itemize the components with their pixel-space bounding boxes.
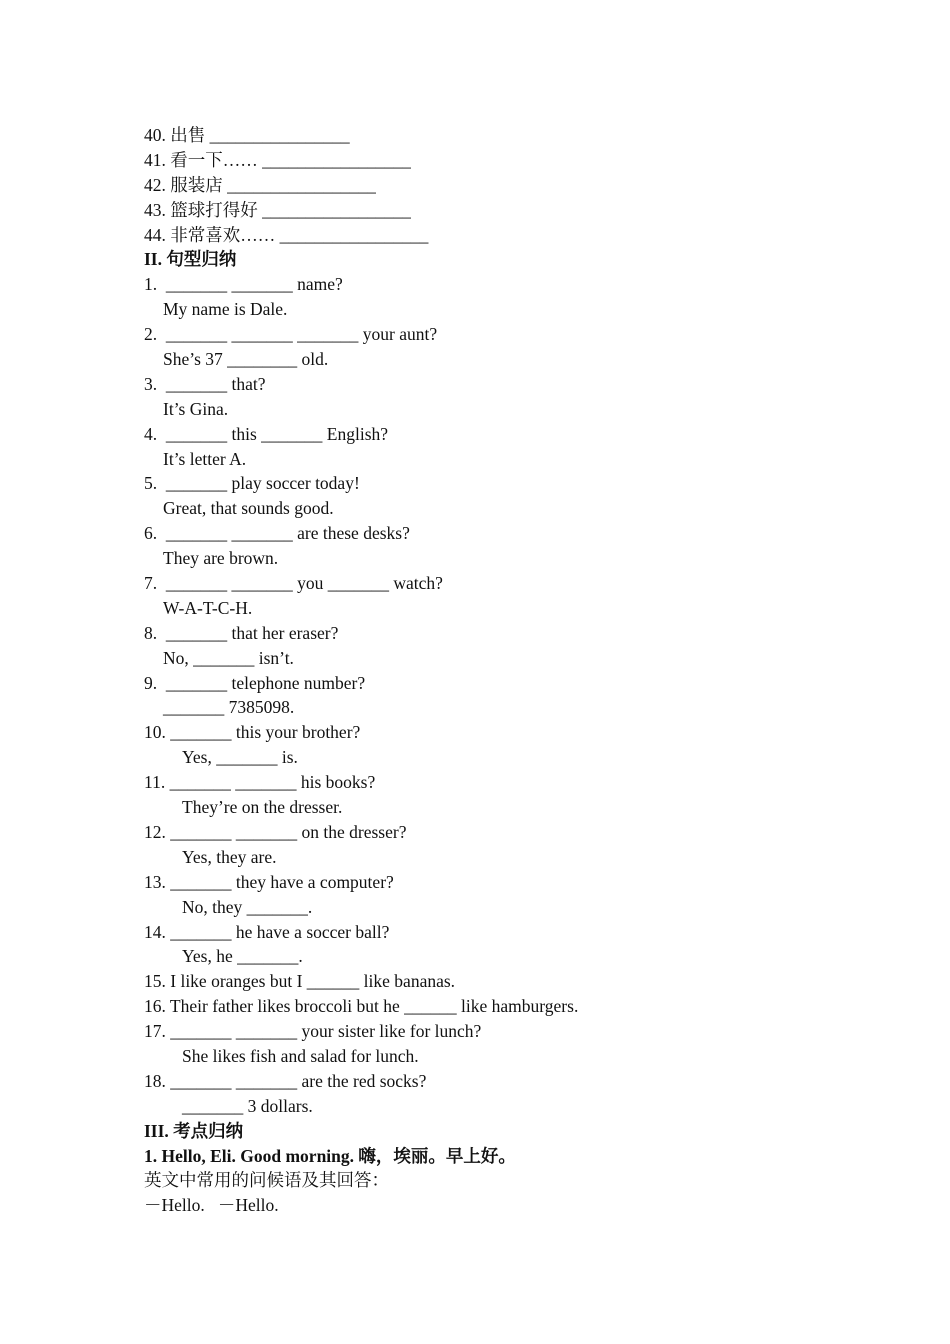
answer-4: It’s letter A.: [163, 448, 247, 469]
question-9: 9. _______ telephone number?: [144, 672, 366, 693]
answer-13: No, they _______.: [182, 896, 313, 917]
answer-18: _______ 3 dollars.: [182, 1095, 313, 1116]
answer-3: It’s Gina.: [163, 398, 229, 419]
answer-12: Yes, they are.: [182, 846, 277, 867]
question-1: 1. _______ _______ name?: [144, 274, 343, 295]
question-14: 14. _______ he have a soccer ball?: [144, 921, 390, 942]
answer-1: My name is Dale.: [163, 299, 288, 320]
vocab-item-40: 40. 出售 ________________: [144, 125, 350, 145]
key-point-1-title: 1. Hello, Eli. Good morning. 嗨，埃丽。早上好。: [144, 1145, 516, 1166]
answer-14: Yes, he _______.: [182, 946, 303, 967]
worksheet-page: [144, 123, 844, 1218]
vocab-item-42: 42. 服装店 _________________: [144, 174, 376, 195]
question-15: 15. I like oranges but I ______ like bananas.: [144, 971, 456, 992]
key-point-1-example: －Hello. －Hello.: [144, 1195, 279, 1216]
answer-17: She likes fish and salad for lunch.: [182, 1045, 419, 1066]
question-10: 10. _______ this your brother?: [144, 722, 361, 743]
question-16: 16. Their father likes broccoli but he ______ like hamburgers.: [144, 996, 579, 1017]
key-point-1-intro: 英文中常用的问候语及其回答：: [144, 1170, 389, 1191]
question-5: 5. _______ play soccer today!: [144, 473, 360, 494]
question-3: 3. _______ that?: [144, 373, 266, 394]
question-18: 18. _______ _______ are the red socks?: [144, 1070, 427, 1091]
question-6: 6. _______ _______ are these desks?: [144, 523, 410, 544]
question-12: 12. _______ _______ on the dresser?: [144, 821, 407, 842]
answer-9: _______ 7385098.: [163, 697, 295, 718]
question-11: 11. _______ _______ his books?: [144, 772, 376, 793]
vocab-item-43: 43. 篮球打得好 _________________: [144, 199, 411, 220]
answer-7: W-A-T-C-H.: [163, 597, 253, 618]
question-2: 2. _______ _______ _______ your aunt?: [144, 324, 438, 345]
question-4: 4. _______ this _______ English?: [144, 423, 389, 444]
answer-10: Yes, _______ is.: [182, 747, 298, 768]
section-heading-key-points: III. 考点归纳: [144, 1120, 244, 1141]
answer-6: They are brown.: [163, 548, 279, 569]
answer-5: Great, that sounds good.: [163, 498, 334, 519]
answer-11: They’re on the dresser.: [182, 797, 343, 818]
question-13: 13. _______ they have a computer?: [144, 871, 394, 892]
answer-2: She’s 37 ________ old.: [163, 349, 329, 370]
vocab-item-44: 44. 非常喜欢…… _________________: [144, 224, 429, 245]
question-8: 8. _______ that her eraser?: [144, 622, 339, 643]
question-17: 17. _______ _______ your sister like for lunch?: [144, 1021, 482, 1042]
question-7: 7. _______ _______ you _______ watch?: [144, 573, 443, 594]
vocab-item-41: 41. 看一下…… _________________: [144, 149, 411, 170]
answer-8: No, _______ isn’t.: [163, 647, 294, 668]
section-heading-sentence-patterns: II. 句型归纳: [144, 249, 237, 270]
